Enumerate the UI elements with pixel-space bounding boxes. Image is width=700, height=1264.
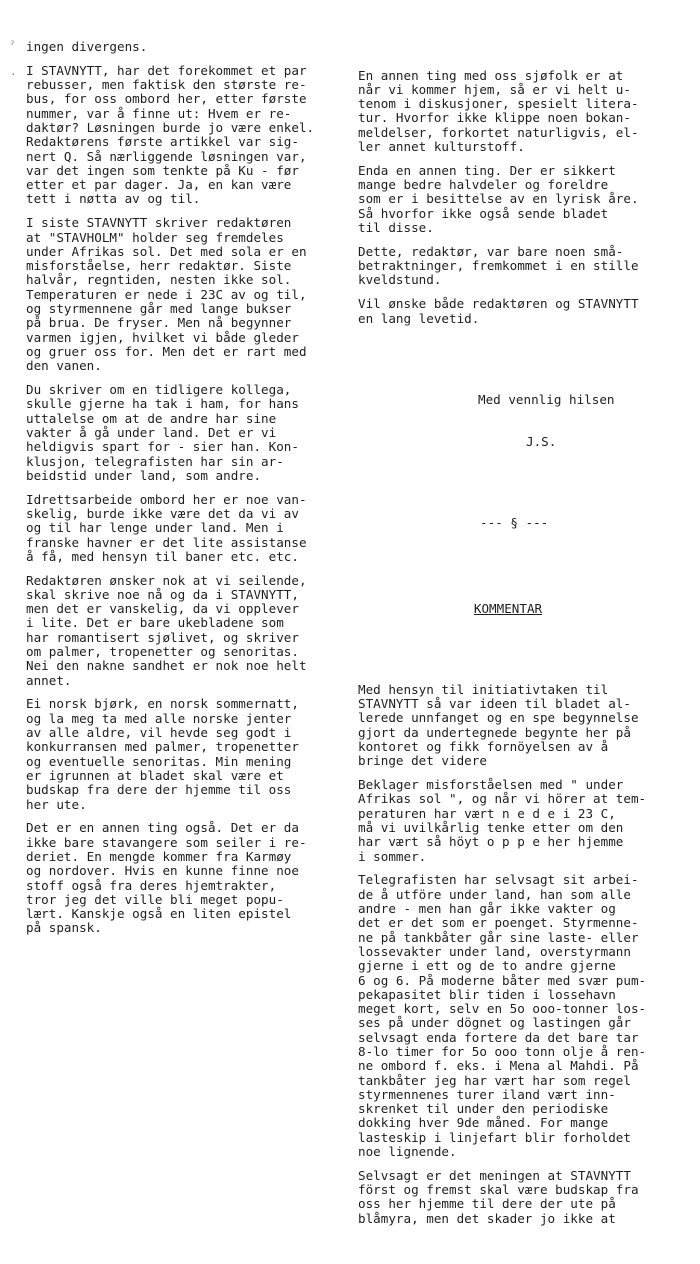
text-line: selvsagt enda fortere da det bare tar: [358, 1029, 639, 1045]
text-line: I STAVNYTT, har det forekommet et par: [26, 62, 307, 78]
text-line: Du skriver om en tidligere kollega,: [26, 382, 292, 398]
right-column: [358, 40, 688, 1264]
signature-block: [358, 364, 688, 478]
text-line: ikke bare stavangere som seiler i re-: [26, 834, 307, 850]
text-line: Idrettsarbeide ombord her er noe van-: [26, 491, 307, 507]
text-line: at "STAVHOLM" holder seg fremdeles: [26, 229, 284, 245]
text-line: Ei norsk bjørk, en norsk sommernatt,: [26, 696, 299, 712]
text-line: ne ombord f. eks. i Mena al Mahdi. På: [358, 1058, 639, 1074]
paragraph: [26, 383, 356, 483]
comment-paragraph: [358, 778, 688, 864]
margin-mark: ·: [10, 68, 17, 81]
text-line: rebusser, men faktisk den største re-: [26, 77, 307, 93]
text-line: blåmyra, men det skader jo ikke at: [358, 1210, 616, 1226]
text-line: de å utföre under land, han som alle: [358, 886, 631, 902]
text-line: Det er en annen ting også. Det er da: [26, 820, 299, 836]
text-line: först og fremst skal være budskap fra: [358, 1182, 639, 1198]
text-line: var det ingen som tenkte på Ku - før: [26, 162, 299, 178]
text-line: en lang levetid.: [358, 310, 480, 326]
text-line: ne på tankbåter går sine laste- eller: [358, 929, 639, 945]
text-line: Så hvorfor ikke også sende bladet: [358, 205, 609, 221]
text-line: misforståelse, herr redaktør. Siste: [26, 258, 292, 274]
text-line: Redaktøren ønsker nok at vi seilende,: [26, 572, 307, 588]
text-line: betraktninger, fremkommet i en stille: [358, 258, 639, 274]
signature-initials: J.S.: [526, 434, 557, 450]
text-line: av alle aldre, vil hevde seg godt i: [26, 725, 292, 741]
paragraph: [358, 69, 688, 155]
text-line: styrmennenes turer iland vært inn-: [358, 1086, 616, 1102]
paragraph: [358, 164, 688, 235]
text-line: lasteskip i linjefart blir forholdet: [358, 1129, 631, 1145]
text-line: å få, med hensyn til baner etc. etc.: [26, 548, 299, 564]
kommentar-heading: KOMMENTAR: [473, 600, 543, 616]
text-line: tett i nøtta av og til.: [26, 191, 201, 207]
text-line: og nordover. Hvis en kunne finne noe: [26, 863, 299, 879]
text-line: og gruer oss for. Men det er rart med: [26, 343, 307, 359]
text-line: og la meg ta med alle norske jenter: [26, 710, 292, 726]
text-line: mange bedre halvdeler og foreldre: [358, 177, 609, 193]
text-line: vakter å gå under land. Det er vi: [26, 424, 277, 440]
text-line: ingen divergens.: [26, 39, 148, 54]
text-line: den vanen.: [26, 358, 102, 374]
text-line: lerede unnfanget og en spe begynnelse: [358, 710, 639, 726]
text-line: lært. Kanskje også en liten epistel: [26, 906, 292, 922]
comment-paragraph: [358, 683, 688, 769]
text-line: i lite. Det er bare ukebladene som: [26, 615, 284, 631]
text-line: dokking hver 9de måned. For mange: [358, 1115, 609, 1131]
text-line: gjerne i ett og de to andre gjerne: [358, 958, 616, 974]
text-line: oss her hjemme til dere der ute på: [358, 1196, 616, 1212]
left-column: [26, 40, 356, 945]
text-line: stoff også fra deres hjemtrakter,: [26, 877, 277, 893]
text-line: etter et par dager. Ja, en kan være: [26, 177, 292, 193]
text-line: Redaktørens første artikkel var sig-: [26, 134, 299, 150]
text-line: bringe det videre: [358, 753, 487, 769]
text-line: budskap fra dere der hjemme til oss: [26, 782, 292, 798]
text-line: daktør? Løsningen burde jo være enkel.: [26, 119, 315, 135]
text-line: bus, for oss ombord her, etter første: [26, 91, 307, 107]
text-line: meget kort, selv en 5o ooo-tonner los-: [358, 1001, 647, 1017]
text-line: i sommer.: [358, 848, 427, 864]
text-line: peraturen har vært n e d e i 23 C,: [358, 805, 616, 821]
comment-paragraph: [358, 873, 688, 1159]
text-line: deriet. En mengde kommer fra Karmøy: [26, 848, 292, 864]
text-line: til disse.: [358, 220, 434, 236]
signature-greeting: Med vennlig hilsen: [478, 391, 615, 407]
text-line: skal skrive noe nå og da i STAVNYTT,: [26, 586, 299, 602]
text-line: kveldstund.: [358, 272, 442, 288]
text-line: 8-lo timer for 5o ooo tonn olje å ren-: [358, 1044, 647, 1059]
text-line: men det er vanskelig, da vi opplever: [26, 601, 299, 617]
text-line: nummer, var å finne ut: Hvem er re-: [26, 105, 292, 121]
text-line: nert Q. Så nærliggende løsningen var,: [26, 148, 307, 164]
text-line: En annen ting med oss sjøfolk er at: [358, 67, 624, 83]
text-line: har vært så höyt o p p e her hjemme: [358, 834, 624, 850]
text-line: Beklager misforståelsen med " under: [358, 777, 624, 793]
text-line: tur. Hvorfor ikke klippe noen bokan-: [358, 110, 631, 126]
text-line: på spansk.: [26, 920, 102, 936]
paragraph: [26, 493, 356, 564]
text-line: konkurransen med palmer, tropenetter: [26, 739, 299, 755]
text-line: klusjon, telegrafisten har sin ar-: [26, 453, 284, 469]
section-separator: --- § ---: [480, 515, 549, 531]
text-line: Nei den nakne sandhet er nok noe helt: [26, 658, 307, 674]
text-line: må vi uvilkårlig tenke etter om den: [358, 820, 624, 836]
text-line: meldelser, forkortet naturligvis, el-: [358, 124, 639, 140]
text-line: varmen igjen, hvilket vi både gleder: [26, 329, 299, 345]
text-line: skrenket til under den periodiske: [358, 1101, 609, 1117]
text-line: lossevakter under land, overstyrmann: [358, 943, 631, 959]
text-line: gjort da undertegnede begynte her på: [358, 724, 631, 740]
text-line: Temperaturen er nede i 23C av og til,: [26, 286, 307, 302]
text-line: tror jeg det ville bli meget popu-: [26, 891, 284, 907]
text-line: uttalelse om at de andre har sine: [26, 410, 277, 426]
text-line: på brua. De fryser. Men nå begynner: [26, 315, 292, 331]
paragraph: [358, 245, 688, 288]
text-line: Afrikas sol ", og når vi hörer at tem-: [358, 791, 647, 807]
text-line: har romantisert sjølivet, og skriver: [26, 629, 299, 645]
text-line: under Afrikas sol. Det med sola er en: [26, 243, 307, 259]
text-line: halvår, regntiden, nesten ikke sol.: [26, 272, 292, 288]
text-line: og til har lenge under land. Men i: [26, 520, 284, 536]
paragraph: [26, 821, 356, 935]
text-line: ler annet kulturstoff.: [358, 139, 525, 155]
text-line: her ute.: [26, 796, 87, 812]
paragraph: [26, 40, 356, 54]
text-line: tenom i diskusjoner, spesielt litera-: [358, 96, 639, 112]
text-line: andre - men han går ikke vakter og: [358, 901, 616, 917]
text-line: skelig, burde ikke være det da vi av: [26, 505, 299, 521]
text-line: det er det som er poenget. Styrmenne-: [358, 915, 639, 931]
text-line: heldigvis spart for - sier han. Kon-: [26, 439, 299, 455]
text-line: Dette, redaktør, var bare noen små-: [358, 243, 624, 259]
text-line: skulle gjerne ha tak i ham, for hans: [26, 396, 299, 412]
text-line: pekapasitet blir tiden i lossehavn: [358, 986, 616, 1002]
margin-mark: ˀ: [9, 40, 16, 53]
text-line: beidstid under land, som andre.: [26, 467, 262, 483]
text-line: om palmer, tropenetter og senoritas.: [26, 644, 299, 660]
text-line: som er i besittelse av en lyrisk åre.: [358, 191, 639, 207]
text-line: Selvsagt er det meningen at STAVNYTT: [358, 1167, 631, 1183]
paragraph: [358, 297, 688, 326]
paragraph: [26, 574, 356, 688]
text-line: Med hensyn til initiativtaken til: [358, 681, 609, 697]
text-line: ses på under dögnet og lastingen går: [358, 1015, 631, 1031]
text-line: Telegrafisten har selvsagt sit arbei-: [358, 872, 639, 888]
text-line: franske havner er det lite assistanse: [26, 534, 307, 550]
paragraph: [26, 216, 356, 373]
text-line: Vil ønske både redaktøren og STAVNYTT: [358, 296, 639, 312]
text-line: STAVNYTT så var ideen til bladet al-: [358, 696, 631, 712]
text-line: 6 og 6. På moderne båter med svær pum-: [358, 972, 647, 988]
text-line: I siste STAVNYTT skriver redaktøren: [26, 215, 292, 231]
text-line: annet.: [26, 672, 72, 688]
paragraph: [26, 64, 356, 207]
text-line: når vi kommer hjem, så er vi helt u-: [358, 81, 631, 97]
text-line: noe lignende.: [358, 1144, 457, 1160]
text-line: og styrmennene går med lange bukser: [26, 301, 292, 317]
text-line: er igrunnen at bladet skal være et: [26, 767, 284, 783]
paragraph: [26, 697, 356, 811]
text-line: og eventuelle senoritas. Min mening: [26, 753, 292, 769]
comment-paragraph: [358, 1169, 688, 1226]
text-line: kontoret og fikk fornöyelsen av å: [358, 739, 609, 755]
text-line: Enda en annen ting. Der er sikkert: [358, 162, 616, 178]
text-line: tankbåter jeg har vært har som regel: [358, 1072, 631, 1088]
